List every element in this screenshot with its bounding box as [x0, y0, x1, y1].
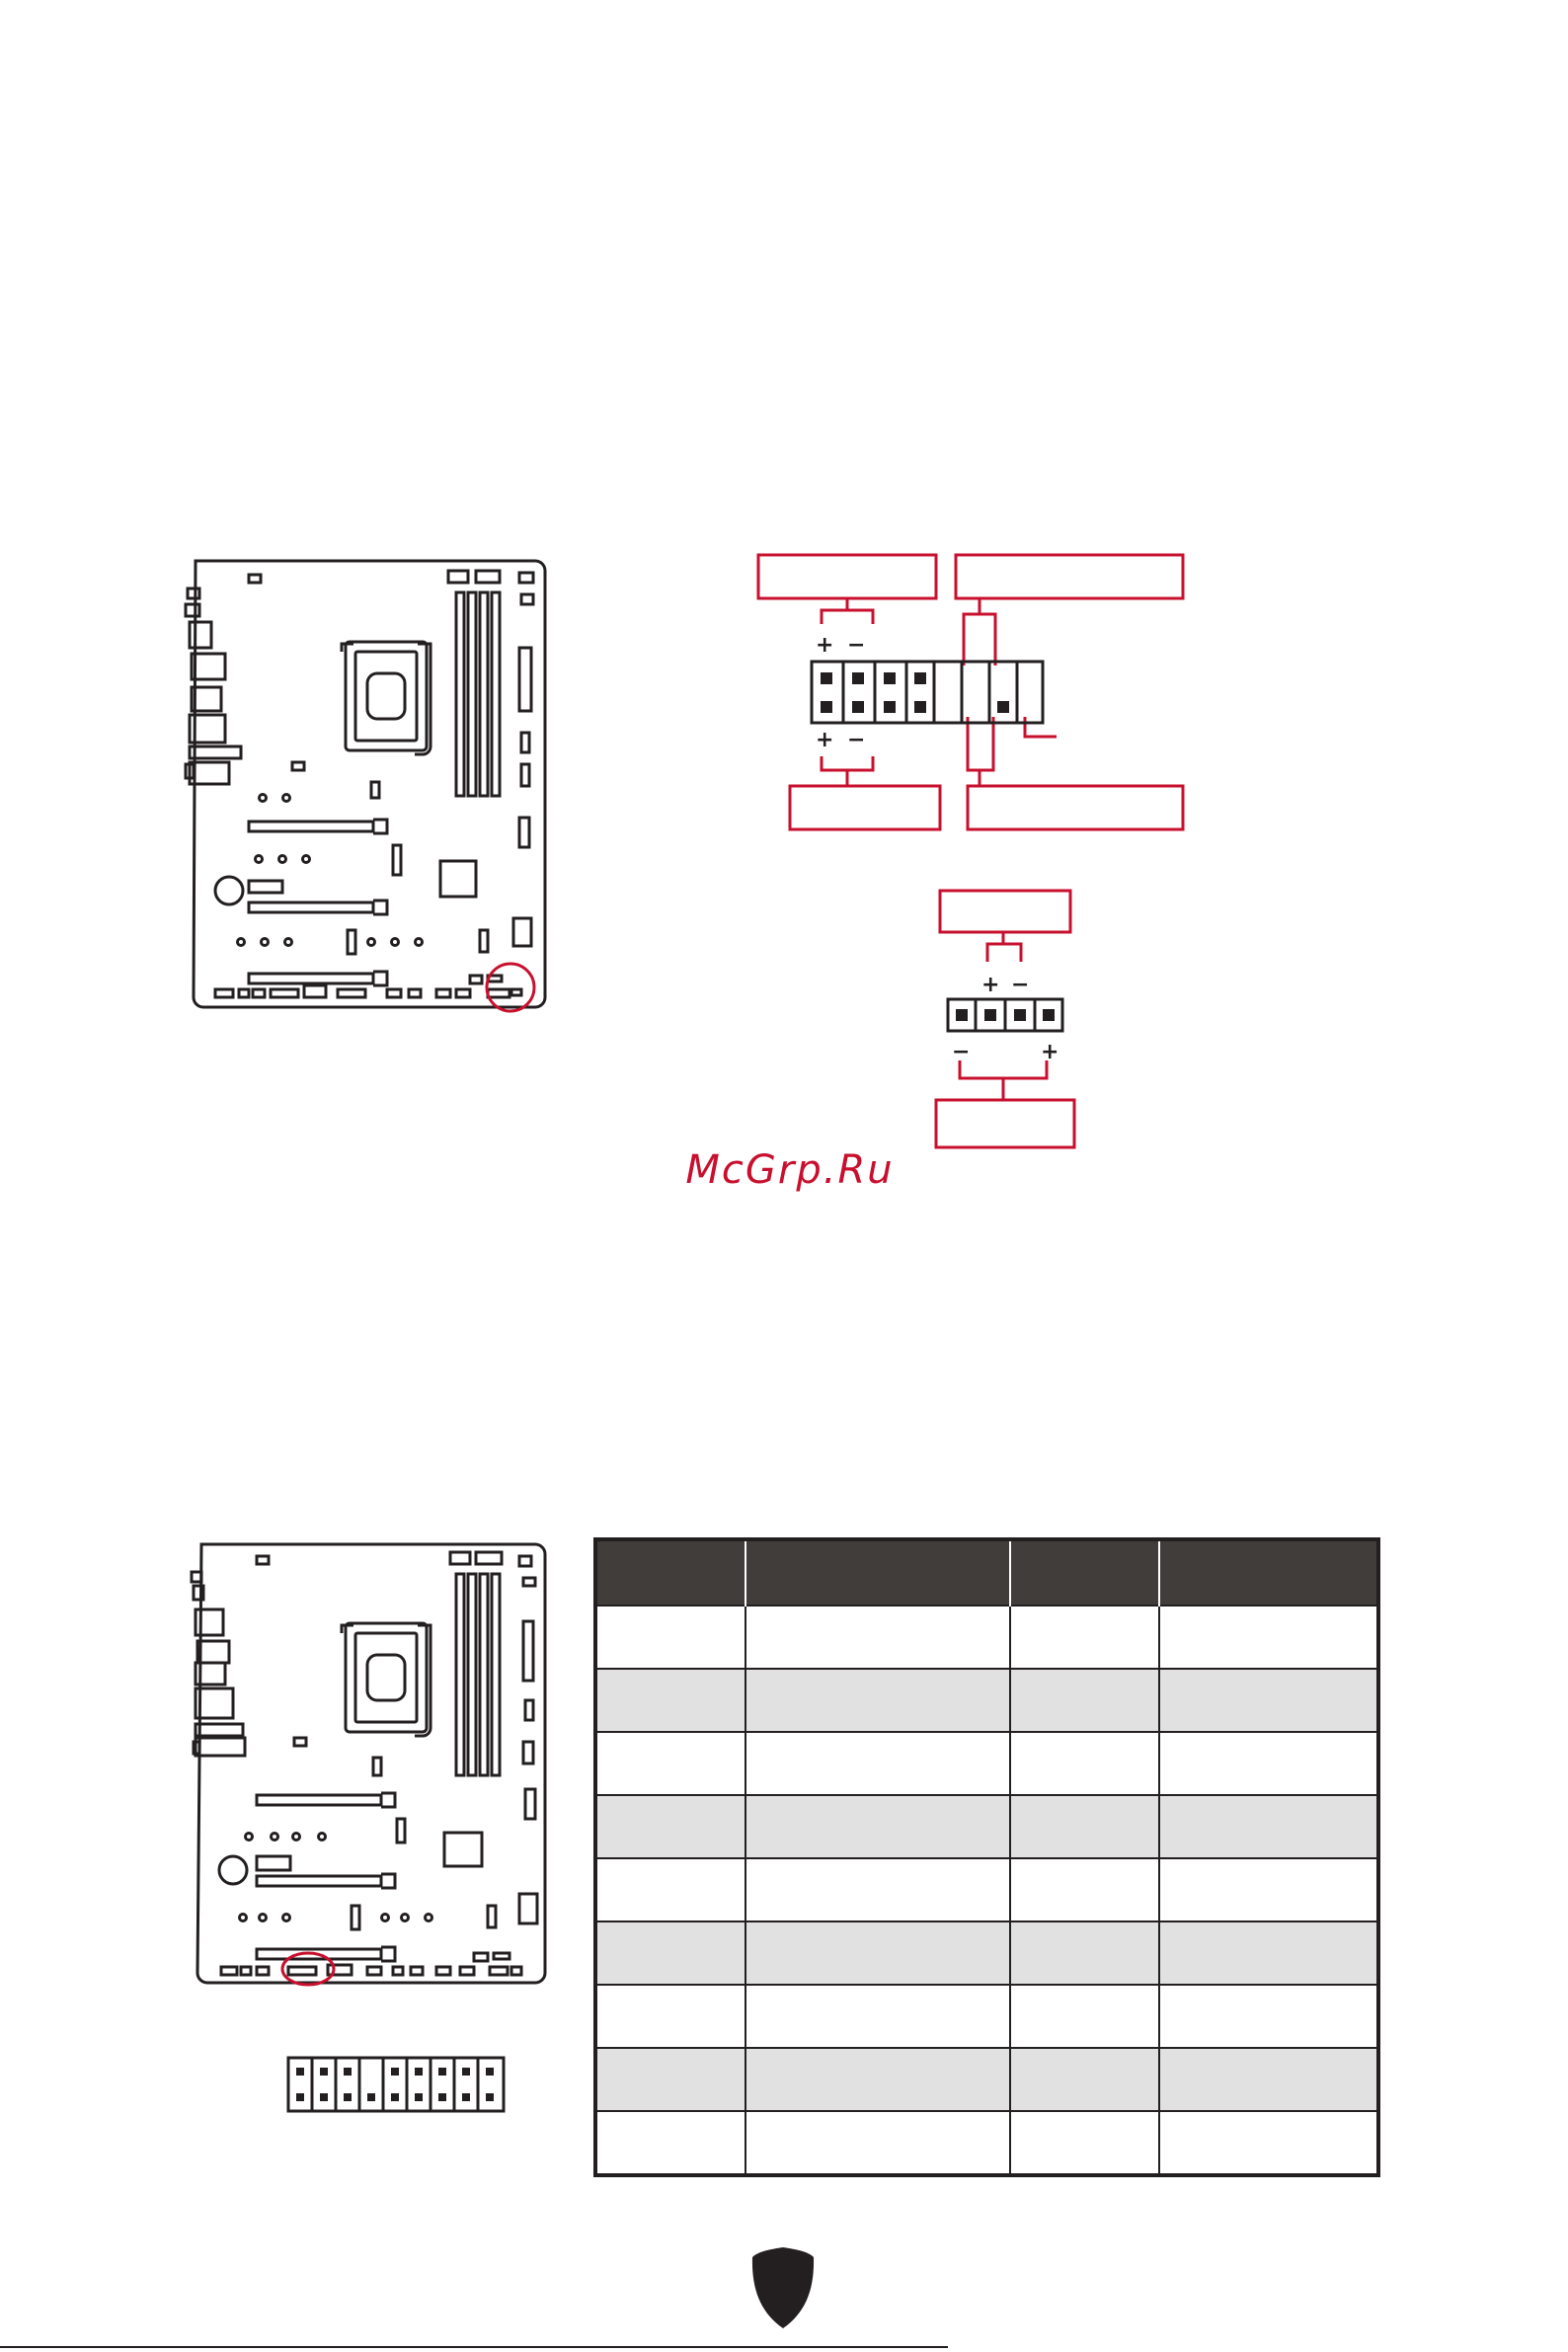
table-cell	[1010, 1921, 1159, 1985]
pin-definition-table	[593, 1537, 1380, 2177]
table-cell	[595, 1921, 745, 1985]
table-cell	[1010, 1858, 1159, 1921]
table-cell	[1159, 1732, 1378, 1795]
table-row	[595, 1732, 1378, 1795]
table-cell	[1159, 2111, 1378, 2175]
table-cell	[1159, 1606, 1378, 1669]
table-cell	[1159, 1669, 1378, 1732]
jfp1-label-box-bottom-right	[968, 786, 1183, 829]
table-cell	[745, 1795, 1010, 1858]
table-cell	[595, 1858, 745, 1921]
table-cell	[745, 1606, 1010, 1669]
jfp2-pin-minus-top: −	[1011, 973, 1030, 997]
shield-icon	[748, 2243, 818, 2332]
motherboard-diagram-top	[178, 553, 553, 1027]
table-cell	[1010, 1606, 1159, 1669]
table-cell	[1159, 2048, 1378, 2111]
jfp1-pin-plus-bottom: +	[816, 728, 834, 752]
table-cell	[1159, 1985, 1378, 2048]
table-cell	[745, 1669, 1010, 1732]
table-cell	[1010, 1985, 1159, 2048]
jfp2-pin-plus-bottom: +	[1041, 1040, 1059, 1064]
table-header-cell	[745, 1539, 1010, 1606]
jfp2-label-box-bottom	[936, 1100, 1074, 1147]
table-row	[595, 1606, 1378, 1669]
table-row	[595, 2111, 1378, 2175]
table-cell	[1159, 1795, 1378, 1858]
table-cell	[745, 2048, 1010, 2111]
motherboard-diagram-bottom	[178, 1530, 553, 2004]
jfp2-pin-plus-top: +	[981, 973, 1000, 997]
jfp1-pin-minus-bottom: −	[847, 728, 866, 752]
table-cell	[595, 1606, 745, 1669]
table-cell	[1010, 2048, 1159, 2111]
table-cell	[1159, 1921, 1378, 1985]
table-row	[595, 1669, 1378, 1732]
jfp2-label-box-top	[940, 891, 1070, 932]
table-cell	[595, 1732, 745, 1795]
table-cell	[745, 1732, 1010, 1795]
table-header-cell	[1159, 1539, 1378, 1606]
table-row	[595, 1858, 1378, 1921]
jfp2-pin-minus-bottom: −	[952, 1040, 971, 1064]
jfp1-label-box-top-right	[956, 555, 1183, 598]
footer-divider	[0, 2346, 948, 2348]
table-row	[595, 2048, 1378, 2111]
table-cell	[745, 2111, 1010, 2175]
table-header-cell	[1010, 1539, 1159, 1606]
table-cell	[595, 2111, 745, 2175]
jfp1-pin-minus-top: −	[847, 633, 866, 658]
jfp1-pin-plus-top: +	[816, 633, 834, 658]
table-cell	[1010, 2111, 1159, 2175]
table-cell	[745, 1921, 1010, 1985]
table-cell	[1010, 1795, 1159, 1858]
jfp1-label-box-top-left	[758, 555, 936, 598]
jfp1-pin-diagram	[731, 533, 1205, 849]
table-cell	[595, 1795, 745, 1858]
jfp2-pin-diagram	[918, 879, 1116, 1155]
table-header-cell	[595, 1539, 745, 1606]
table-cell	[1010, 1732, 1159, 1795]
table-row	[595, 1795, 1378, 1858]
table-cell	[595, 1669, 745, 1732]
table-cell	[595, 2048, 745, 2111]
watermark-text: McGrp.Ru	[685, 1147, 895, 1193]
table-cell	[745, 1858, 1010, 1921]
table-header-row	[595, 1539, 1378, 1606]
table-row	[595, 1985, 1378, 2048]
header-2x9-pin-diagram	[284, 2054, 511, 2117]
table-cell	[1010, 1669, 1159, 1732]
table-row	[595, 1921, 1378, 1985]
jfp1-label-box-bottom-left	[790, 786, 940, 829]
red-circle-highlight	[487, 964, 534, 1011]
table-cell	[1159, 1858, 1378, 1921]
table-cell	[595, 1985, 745, 2048]
table-cell	[745, 1985, 1010, 2048]
